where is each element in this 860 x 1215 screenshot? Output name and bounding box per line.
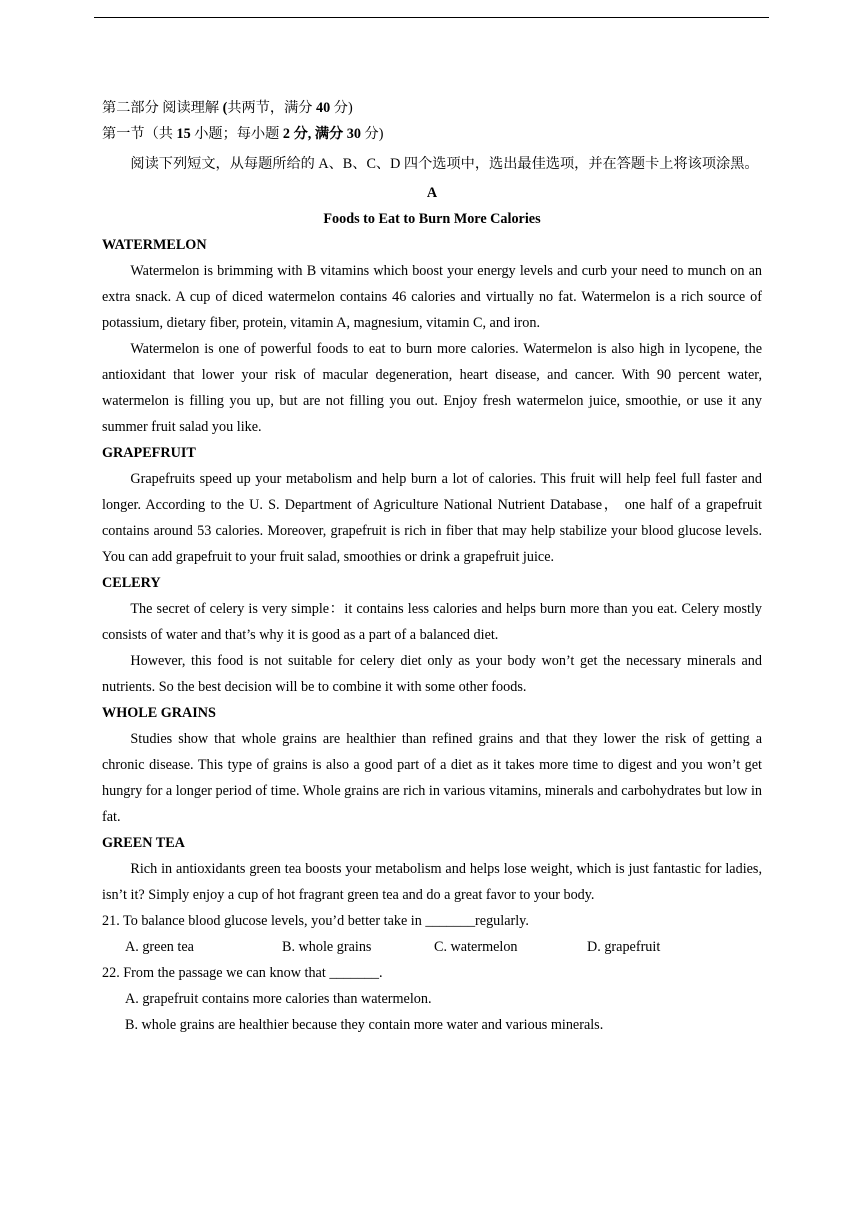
section-heading-grapefruit: GRAPEFRUIT [102, 445, 196, 461]
section-heading-watermelon: WATERMELON [102, 237, 207, 253]
option-b: B. whole grains [282, 939, 372, 955]
section-heading-celery: CELERY [102, 575, 161, 591]
exam-page [102, 95, 762, 1038]
top-rule [94, 17, 769, 18]
section-heading-whole-grains: WHOLE GRAINS [102, 705, 216, 721]
option-c: C. watermelon [434, 939, 518, 955]
option-b: B. whole grains are healthier because they contain more water and various minerals. [125, 1017, 604, 1033]
paragraph: Rich in antioxidants green tea boosts your metabolism and helps lose weight, which is just fantastic for ladies, isn’t it? Simply enjoy a cup of hot fragrant green tea and do a great favor to your body. [102, 861, 762, 903]
paragraph: Watermelon is one of powerful foods to eat to burn more calories. Watermelon is also high in lycopene, the antioxidant that lower your risk of macular degeneration, heart disease, and cancer. With 90 percent water, watermelon is filling you up, but are not filling you out. Enjoy fresh watermelon juice, smoothie, or use it any summer fruit salad you like. [102, 341, 762, 435]
section-heading: 第一节（共 15 小题；每小题 2 分, 满分 30 分) [102, 126, 384, 142]
passage-letter: A [426, 185, 438, 201]
paragraph: Studies show that whole grains are healthier than refined grains and that they lower the risk of getting a chronic disease. This type of grains is also a good part of a diet as it takes more time to digest and you won’t get hungry for a longer period of time. Whole grains are rich in various vitamins, minerals and carbohydrates but low in fat. [102, 731, 762, 825]
question-22-stem: 22. From the passage we can know that _______. [102, 965, 383, 981]
passage-title: Foods to Eat to Burn More Calories [323, 211, 541, 227]
paragraph: Watermelon is brimming with B vitamins which boost your energy levels and curb your need to munch on an extra snack. A cup of diced watermelon contains 46 calories and virtually no fat. Watermelon is a rich source of potassium, dietary fiber, protein, vitamin A, magnesium, vitamin C, and iron. [102, 263, 762, 331]
option-a: A. green tea [125, 939, 194, 955]
paragraph: Grapefruits speed up your metabolism and help burn a lot of calories. This fruit will help feel full faster and longer. According to the U. S. Department of Agriculture National Nutrient Database， one half of a grapefruit contains around 53 calories. Moreover, grapefruit is rich in fiber that may help stabilize your blood glucose levels. You can add grapefruit to your fruit salad, smoothies or drink a grapefruit juice. [102, 471, 762, 565]
section-heading-green-tea: GREEN TEA [102, 835, 185, 851]
option-a: A. grapefruit contains more calories than watermelon. [125, 991, 432, 1007]
paragraph: The secret of celery is very simple：it contains less calories and helps burn more than you eat. Celery mostly consists of water and that’s why it is good as a part of a balanced diet. [102, 601, 762, 643]
paragraph: However, this food is not suitable for celery diet only as your body won’t get the necessary minerals and nutrients. So the best decision will be to combine it with some other foods. [102, 653, 762, 695]
question-21-stem: 21. To balance blood glucose levels, you’d better take in _______regularly. [102, 913, 529, 929]
option-d: D. grapefruit [587, 939, 661, 955]
part-heading: 第二部分 阅读理解 (共两节，满分 40 分) [102, 100, 353, 116]
question-21-options [102, 934, 762, 960]
instructions: 阅读下列短文，从每题所给的 A、B、C、D 四个选项中，选出最佳选项，并在答题卡上将该项涂黑。 [130, 156, 759, 172]
